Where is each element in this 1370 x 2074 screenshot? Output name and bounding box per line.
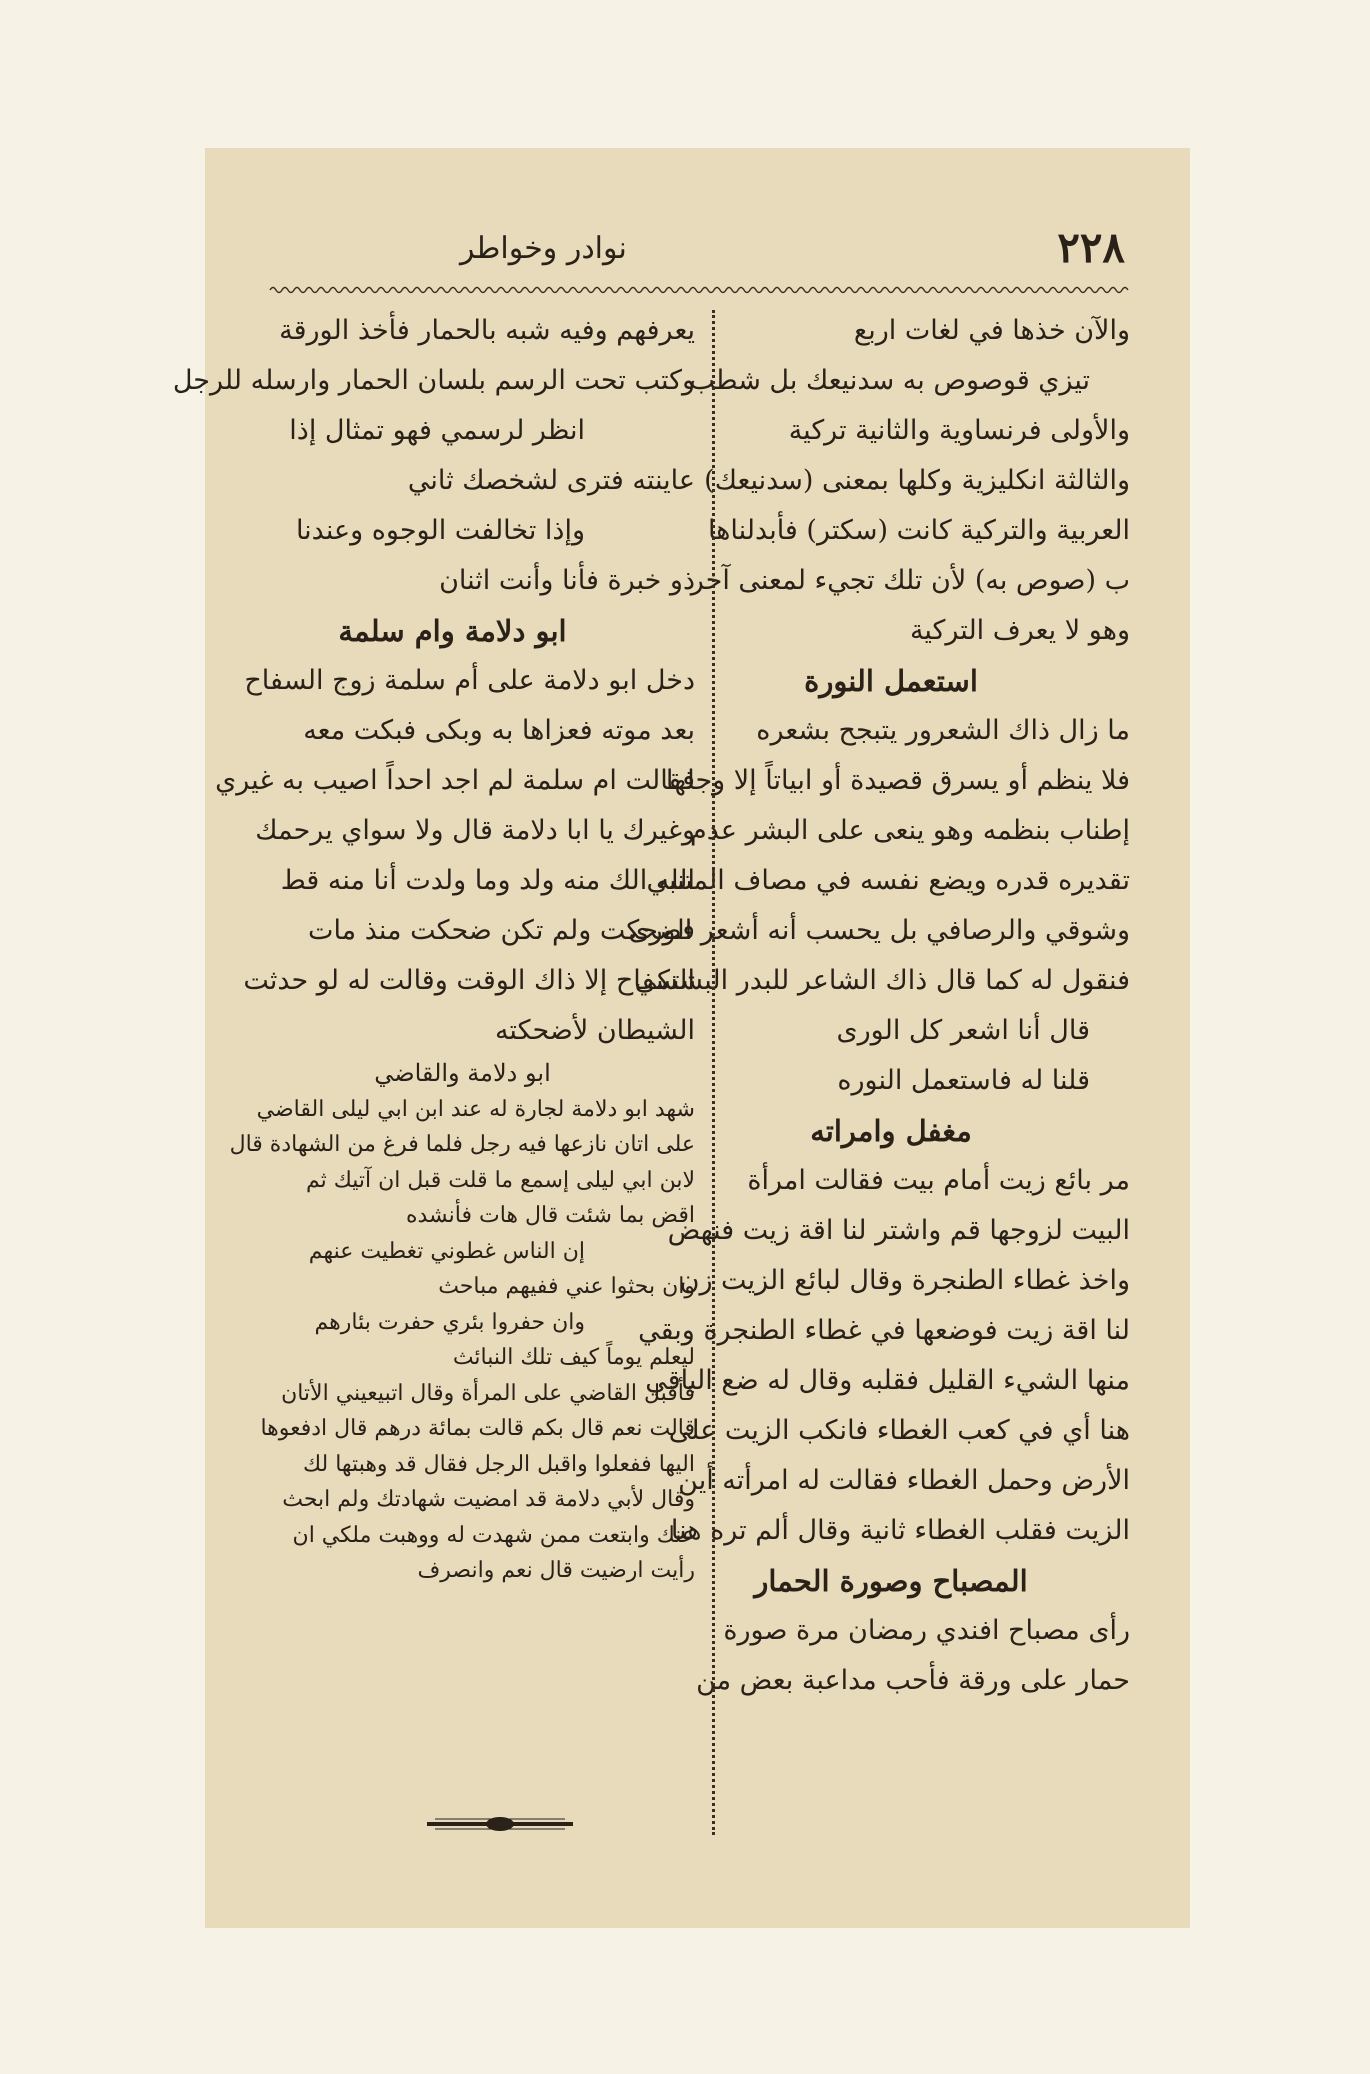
text-line: لنا اقة زيت فوضعها في غطاء الطنجرة وبقي: [638, 1315, 1130, 1346]
text-line: والثالثة انكليزية وكلها بمعنى (سدنيعك): [704, 465, 1130, 496]
text-line: فقالت ام سلمة لم اجد احداً اصيب به غيري: [215, 765, 695, 796]
text-line: قال أنا اشعر كل الورى: [836, 1015, 1090, 1046]
text-line: ليعلم يوماً كيف تلك النبائث: [452, 1345, 695, 1370]
section-heading: ابو دلامة والقاضي: [374, 1059, 551, 1087]
text-line: وكتب تحت الرسم بلسان الحمار وارسله للرجل: [172, 365, 695, 396]
running-title: نوادر وخواطر: [460, 231, 627, 266]
section-heading: مغفل وامراته: [810, 1114, 972, 1148]
text-line: رأيت ارضيت قال نعم وانصرف: [417, 1558, 695, 1583]
right-text-column: [628, 306, 1130, 1706]
text-line: فلا ينظم أو يسرق قصيدة أو ابياتاً إلا وجلها: [665, 765, 1130, 796]
text-line: والآن خذها في لغات اربع: [853, 315, 1130, 346]
text-line: على اتان نازعها فيه رجل فلما فرغ من الشهادة قال: [229, 1132, 695, 1157]
text-line: قالت نعم قال بكم قالت بمائة درهم قال ادفعوها: [260, 1416, 695, 1441]
text-line: حمار على ورقة فأحب مداعبة بعض من: [696, 1665, 1130, 1696]
page-number: ٢٢٨: [1057, 223, 1125, 272]
text-line: فنقول له كما قال ذاك الشاعر للبدر البشتكي: [634, 965, 1130, 996]
text-line: إطناب بنظمه وهو ينعى على البشر عدم: [689, 815, 1130, 846]
text-line: منها الشيء القليل فقلبه وقال له ضع الباقي: [645, 1365, 1130, 1396]
text-line: إن الناس غطوني تغطيت عنهم: [308, 1238, 585, 1264]
text-line: قلنا له فاستعمل النوره: [837, 1065, 1090, 1096]
text-line: وهو لا يعرف التركية: [909, 615, 1130, 646]
text-line: واخذ غطاء الطنجرة وقال لبائع الزيت زن: [679, 1265, 1130, 1296]
section-heading: المصباح وصورة الحمار: [754, 1564, 1028, 1598]
text-line: والأولى فرنساوية والثانية تركية: [788, 415, 1130, 446]
text-line: اقض بما شئت قال هات فأنشده: [405, 1203, 695, 1228]
text-line: الشيطان لأضحكته: [494, 1015, 695, 1046]
text-line: وان بحثوا عني ففيهم مباحث: [438, 1274, 695, 1299]
text-line: وان حفروا بئري حفرت بئارهم: [314, 1309, 585, 1335]
text-line: لابن ابي ليلى إسمع ما قلت قبل ان آتيك ثم: [305, 1167, 695, 1193]
text-line: رأى مصباح افندي رمضان مرة صورة: [723, 1615, 1130, 1646]
text-line: وقال لأبي دلامة قد امضيت شهادتك ولم ابحث: [282, 1487, 695, 1512]
text-line: الأرض وحمل الغطاء فقالت له امرأته أين: [678, 1465, 1130, 1496]
text-line: ما زال ذاك الشعرور يتبجح بشعره: [756, 715, 1130, 746]
section-heading: استعمل النورة: [804, 664, 978, 698]
end-ornament: [425, 1814, 575, 1834]
text-line: وإذا تخالفت الوجوه وعندنا: [295, 515, 585, 546]
text-line: شهد ابو دلامة لجارة له عند ابن ابي ليلى القاضي: [256, 1096, 695, 1122]
text-line: دخل ابو دلامة على أم سلمة زوج السفاح: [244, 665, 695, 696]
text-line: فأقبل القاضي على المرأة وقال اتبيعيني الأتان: [281, 1380, 695, 1406]
header-wavy-rule: [270, 283, 1125, 297]
page-header: [270, 223, 1125, 273]
left-text-column: [172, 306, 695, 1589]
text-line: يعرفهم وفيه شبه بالحمار فأخذ الورقة: [279, 315, 695, 346]
book-page: [172, 148, 1190, 1928]
text-line: هنا أي في كعب الغطاء فانكب الزيت على: [668, 1415, 1130, 1446]
text-line: ذو خبرة فأنا وأنت اثنان: [439, 565, 695, 596]
text-line: تقديره قدره ويضع نفسه في مصاف المتنبي: [646, 865, 1130, 896]
column-divider: [712, 310, 715, 1835]
text-line: تيزي قوصوص به سدنيعك بل شطب: [689, 365, 1090, 396]
text-line: الله الك منه ولد وما ولدت أنا منه قط: [280, 865, 695, 896]
text-line: وغيرك يا ابا دلامة قال ولا سواي يرحمك: [255, 815, 695, 846]
text-line: اليها ففعلوا واقبل الرجل فقال قد وهبتها لك: [302, 1451, 695, 1477]
text-line: ب (صوص به) لأن تلك تجيء لمعنى آخر: [690, 565, 1130, 596]
text-line: البيت لزوجها قم واشتر لنا اقة زيت فنهض: [667, 1215, 1130, 1246]
text-line: فضحكت ولم تكن ضحكت منذ مات: [308, 915, 695, 946]
text-line: عنك وابتعت ممن شهدت له ووهبت ملكي ان: [292, 1522, 695, 1548]
text-line: عاينته فترى لشخصك ثاني: [407, 465, 695, 496]
section-heading: ابو دلامة وام سلمة: [338, 614, 567, 648]
text-line: الزيت فقلب الغطاء ثانية وقال ألم تره هنا: [670, 1515, 1130, 1546]
text-line: العربية والتركية كانت (سكتر) فأبدلناها: [707, 515, 1130, 546]
text-line: بعد موته فعزاها به وبكى فبكت معه: [303, 715, 695, 746]
text-line: مر بائع زيت أمام بيت فقالت امرأة: [747, 1165, 1130, 1196]
text-line: وشوقي والرصافي بل يحسب أنه أشعر الورى: [628, 915, 1130, 946]
text-line: انظر لرسمي فهو تمثال إذا: [289, 415, 585, 446]
text-line: السفاح إلا ذاك الوقت وقالت له لو حدثت: [243, 965, 695, 996]
